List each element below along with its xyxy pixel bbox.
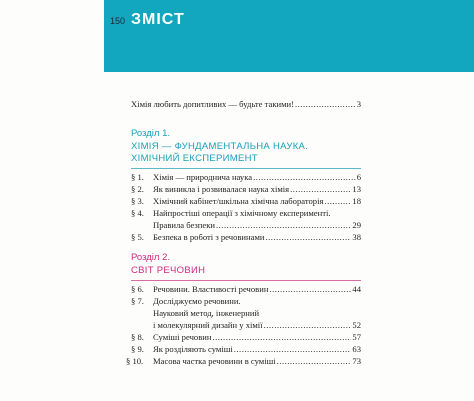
toc-entry-number: § 9. [131, 344, 144, 354]
toc-entry-number: § 10. [126, 356, 144, 366]
toc-entry-label: Безпека в роботі з речовинами [153, 232, 265, 242]
toc-entry-label: Науковий метод, інженерний [153, 308, 260, 318]
section-2-title: СВІТ РЕЧОВИН [131, 265, 206, 276]
toc-entry [131, 284, 361, 295]
toc-entry-page: 38 [352, 232, 361, 242]
toc-entry-page: 29 [352, 220, 361, 230]
section-1-title-line1: ХІМІЯ — ФУНДАМЕНТАЛЬНА НАУКА. [131, 141, 309, 152]
toc-entry-number: § 2. [131, 184, 144, 194]
toc-entry-page: 44 [352, 284, 361, 294]
toc-entry-number: § 8. [131, 332, 144, 342]
toc-entry-intro [131, 99, 361, 110]
toc-entry [131, 184, 361, 195]
toc-entry-label: Як розділяють суміші [153, 344, 233, 354]
toc-entry-number: § 1. [131, 172, 144, 182]
section-2-label: Розділ 2. [131, 252, 171, 263]
toc-entry [131, 344, 361, 355]
page-title: ЗМІСТ [131, 11, 185, 28]
toc-entry [131, 172, 361, 183]
section-1-title-line2: ХІМІЧНИЙ ЕКСПЕРИМЕНТ [131, 153, 258, 164]
toc-entry-page: 73 [352, 356, 361, 366]
toc-entry-label: Хімія любить допитливих — будьте такими! [131, 99, 294, 109]
leader-dots [265, 232, 351, 243]
toc-entry-label: Досліджуємо речовини. [153, 296, 241, 306]
toc-entry [131, 296, 241, 307]
toc-entry-continuation [153, 320, 361, 331]
toc-entry-continuation [153, 220, 361, 231]
toc-entry-page: 18 [352, 196, 361, 206]
toc-entry-page: 63 [352, 344, 361, 354]
leader-dots [253, 172, 356, 183]
leader-dots [212, 332, 351, 343]
toc-entry-label: Хімія — природнича наука [153, 172, 253, 182]
toc-entry-number: § 6. [131, 284, 144, 294]
leader-dots [269, 284, 351, 295]
toc-entry [131, 232, 361, 243]
toc-entry-continuation [153, 308, 259, 319]
toc-entry-page: 52 [352, 320, 361, 330]
toc-entry-page: 57 [352, 332, 361, 342]
leader-dots [290, 184, 351, 195]
toc-entry [131, 332, 361, 343]
toc-entry-label: Правила безпеки [153, 220, 215, 230]
toc-entry-number: § 3. [131, 196, 144, 206]
toc-entry-label: Як виникла і розвивалася наука хімія [153, 184, 290, 194]
toc-entry-number: § 4. [131, 208, 144, 218]
toc-entry-number: § 7. [131, 296, 144, 306]
toc-entry-label: Хімічний кабінет/шкільна хімічна лабораторія [153, 196, 324, 206]
toc-entry-label: Суміші речовин [153, 332, 212, 342]
toc-entry [131, 196, 361, 207]
toc-entry-label: Масова частка речовини в суміші [153, 356, 276, 366]
section-2-rule [131, 280, 361, 281]
toc-entry-label: Найпростіші операції з хімічному експерименті. [153, 208, 331, 218]
leader-dots [277, 356, 352, 367]
section-1-rule [131, 168, 361, 169]
leader-dots [324, 196, 351, 207]
toc-entry-label: і молекулярний дизайн у хімії [153, 320, 263, 330]
page-number: 150 [110, 16, 126, 26]
toc-entry [131, 208, 331, 219]
toc-entry-label: Речовини. Властивості речовин [153, 284, 269, 294]
toc-entry-page: 3 [356, 99, 361, 109]
leader-dots [264, 320, 352, 331]
leader-dots [234, 344, 352, 355]
toc-entry [126, 356, 361, 367]
section-1-label: Розділ 1. [131, 128, 171, 139]
toc-entry-page: 6 [356, 172, 361, 182]
leader-dots [295, 99, 356, 110]
toc-entry-page: 13 [352, 184, 361, 194]
leader-dots [216, 220, 351, 231]
toc-entry-number: § 5. [131, 232, 144, 242]
